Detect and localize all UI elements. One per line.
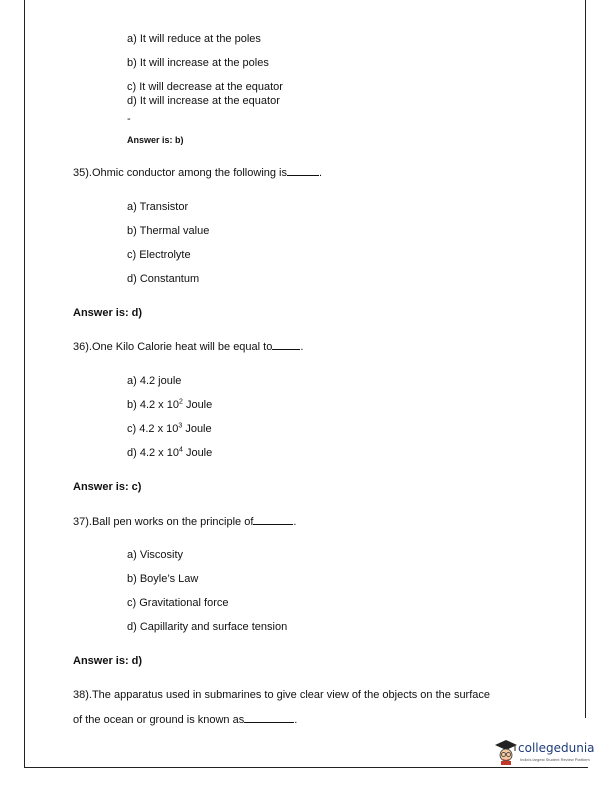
q34-option-a: a) It will reduce at the poles bbox=[127, 33, 261, 45]
graduate-mascot-icon bbox=[494, 738, 518, 766]
brand-name: collegedunia bbox=[518, 741, 595, 755]
q37-option-d: d) Capillarity and surface tension bbox=[127, 621, 288, 633]
q38-question-line2: of the ocean or ground is known as . bbox=[73, 714, 298, 726]
q35-answer: Answer is: d) bbox=[73, 307, 143, 319]
q37-option-b: b) Boyle’s Law bbox=[127, 573, 199, 585]
q36-answer: Answer is: c) bbox=[73, 481, 142, 493]
q36-option-a: a) 4.2 joule bbox=[127, 375, 182, 387]
q36-option-c: c) 4.2 x $10^3$ Joule bbox=[127, 422, 212, 435]
q34-dash: - bbox=[127, 113, 131, 125]
collegedunia-logo bbox=[494, 738, 595, 768]
q34-option-b: b) It will increase at the poles bbox=[127, 57, 269, 69]
q37-option-a: a) Viscosity bbox=[127, 549, 184, 561]
q37-question: 37).Ball pen works on the principle of . bbox=[73, 516, 297, 528]
brand-tagline: India's largest Student Review Platform bbox=[520, 757, 590, 762]
q34-option-d: d) It will increase at the equator bbox=[127, 95, 280, 107]
q38-question-line1: 38).The apparatus used in submarines to give clear view of the objects on the surface bbox=[73, 689, 491, 701]
q34-option-c: c) It will decrease at the equator bbox=[127, 81, 283, 93]
page-border-left bbox=[24, 0, 25, 768]
page-border-right bbox=[585, 0, 586, 718]
q37-option-c: c) Gravitational force bbox=[127, 597, 229, 609]
q35-question: 35).Ohmic conductor among the following is . bbox=[73, 167, 323, 179]
q35-option-a: a) Transistor bbox=[127, 201, 189, 213]
q35-option-d: d) Constantum bbox=[127, 273, 200, 285]
q36-option-b: b) 4.2 x $10^2$ Joule bbox=[127, 398, 213, 411]
q34-answer: Answer is: b) bbox=[127, 135, 184, 145]
q36-option-d: d) 4.2 x $10^4$ Joule bbox=[127, 446, 213, 459]
q36-question: 36).One Kilo Calorie heat will be equal to . bbox=[73, 341, 304, 353]
q35-option-c: c) Electrolyte bbox=[127, 249, 191, 261]
q35-option-b: b) Thermal value bbox=[127, 225, 210, 237]
q37-answer: Answer is: d) bbox=[73, 655, 143, 667]
